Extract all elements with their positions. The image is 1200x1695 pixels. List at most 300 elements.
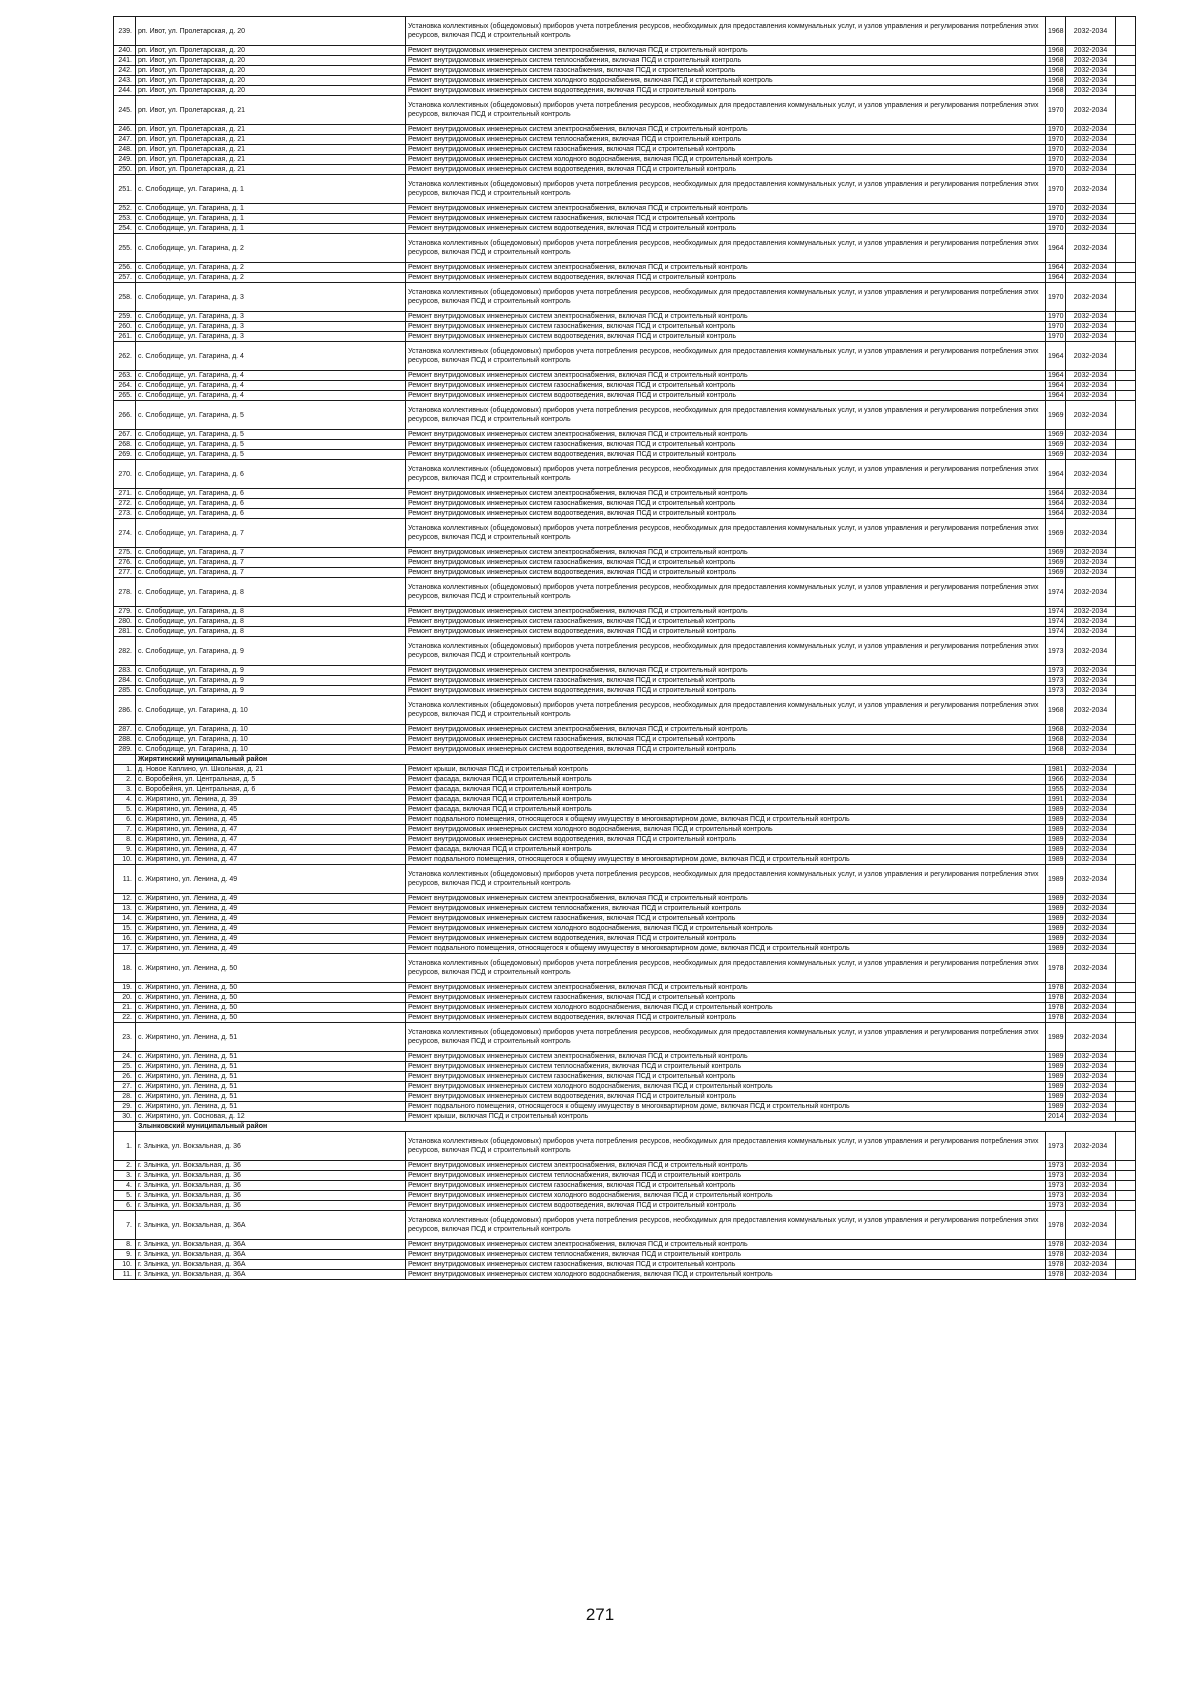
address-cell: с. Жирятино, ул. Ленина, д. 39 [136, 795, 406, 805]
table-row [114, 785, 1136, 795]
planned-period-cell: 2032-2034 [1066, 845, 1116, 855]
address-cell: с. Жирятино, ул. Ленина, д. 50 [136, 993, 406, 1003]
empty-cell [1116, 204, 1136, 214]
planned-period-cell: 2032-2034 [1066, 430, 1116, 440]
row-number-cell: 1. [114, 1132, 136, 1161]
work-type-cell: Ремонт внутридомовых инженерных систем водоотведения, включая ПСД и строительный контроль [406, 1092, 1046, 1102]
address-cell: с. Слободище, ул. Гагарина, д. 10 [136, 696, 406, 725]
empty-cell [1116, 954, 1136, 983]
build-year-cell: 1968 [1046, 725, 1066, 735]
table-row [114, 1171, 1136, 1181]
build-year-cell: 1968 [1046, 735, 1066, 745]
address-cell: с. Слободище, ул. Гагарина, д. 6 [136, 489, 406, 499]
planned-period-cell: 2032-2034 [1066, 637, 1116, 666]
table-row [114, 1191, 1136, 1201]
row-number-cell: 17. [114, 944, 136, 954]
address-cell: с. Слободище, ул. Гагарина, д. 3 [136, 312, 406, 322]
build-year-cell: 1973 [1046, 1181, 1066, 1191]
row-number-cell: 27. [114, 1082, 136, 1092]
build-year-cell: 1964 [1046, 371, 1066, 381]
build-year-cell: 1969 [1046, 558, 1066, 568]
row-number-cell: 4. [114, 795, 136, 805]
address-cell: с. Жирятино, ул. Ленина, д. 51 [136, 1062, 406, 1072]
empty-cell [1116, 1003, 1136, 1013]
row-number-cell: 287. [114, 725, 136, 735]
planned-period-cell: 2032-2034 [1066, 273, 1116, 283]
work-type-cell: Ремонт внутридомовых инженерных систем электроснабжения, включая ПСД и строительный контроль [406, 263, 1046, 273]
build-year-cell: 1969 [1046, 519, 1066, 548]
empty-cell [1116, 835, 1136, 845]
table-row [114, 145, 1136, 155]
planned-period-cell: 2032-2034 [1066, 993, 1116, 1003]
empty-cell [1116, 76, 1136, 86]
planned-period-cell: 2032-2034 [1066, 617, 1116, 627]
build-year-cell: 1989 [1046, 865, 1066, 894]
build-year-cell: 1964 [1046, 263, 1066, 273]
row-number-cell: 5. [114, 805, 136, 815]
address-cell: с. Слободище, ул. Гагарина, д. 9 [136, 666, 406, 676]
build-year-cell: 1969 [1046, 548, 1066, 558]
table-row [114, 401, 1136, 430]
row-number-cell: 23. [114, 1023, 136, 1052]
row-number-cell: 30. [114, 1112, 136, 1122]
table-row [114, 155, 1136, 165]
address-cell: с. Слободище, ул. Гагарина, д. 1 [136, 175, 406, 204]
address-cell: с. Слободище, ул. Гагарина, д. 5 [136, 401, 406, 430]
work-type-cell: Ремонт внутридомовых инженерных систем водоотведения, включая ПСД и строительный контроль [406, 509, 1046, 519]
section-number-cell [114, 755, 136, 765]
table-row [114, 1112, 1136, 1122]
empty-cell [1116, 845, 1136, 855]
build-year-cell: 1970 [1046, 322, 1066, 332]
address-cell: с. Слободище, ул. Гагарина, д. 5 [136, 440, 406, 450]
address-cell: с. Слободище, ул. Гагарина, д. 7 [136, 548, 406, 558]
row-number-cell: 8. [114, 835, 136, 845]
work-type-cell: Установка коллективных (общедомовых) приборов учета потребления ресурсов, необходимых для предоставления коммунальных услуг, и узлов управления и регулирования потребления этих ресурсов, включая ПСД и строительный контроль [406, 578, 1046, 607]
work-type-cell: Ремонт внутридомовых инженерных систем электроснабжения, включая ПСД и строительный контроль [406, 894, 1046, 904]
row-number-cell: 266. [114, 401, 136, 430]
row-number-cell: 6. [114, 1201, 136, 1211]
row-number-cell: 246. [114, 125, 136, 135]
section-title: Жирятинский муниципальный район [136, 755, 1136, 765]
row-number-cell: 12. [114, 894, 136, 904]
address-cell: с. Слободище, ул. Гагарина, д. 7 [136, 558, 406, 568]
table-row [114, 735, 1136, 745]
work-type-cell: Установка коллективных (общедомовых) приборов учета потребления ресурсов, необходимых для предоставления коммунальных услуг, и узлов управления и регулирования потребления этих ресурсов, включая ПСД и строительный контроль [406, 1211, 1046, 1240]
planned-period-cell: 2032-2034 [1066, 155, 1116, 165]
table-row [114, 775, 1136, 785]
row-number-cell: 8. [114, 1240, 136, 1250]
table-row [114, 46, 1136, 56]
table-row [114, 914, 1136, 924]
section-header-row [114, 1122, 1136, 1132]
row-number-cell: 239. [114, 17, 136, 46]
planned-period-cell: 2032-2034 [1066, 1052, 1116, 1062]
work-type-cell: Ремонт внутридомовых инженерных систем электроснабжения, включая ПСД и строительный контроль [406, 46, 1046, 56]
address-cell: с. Слободище, ул. Гагарина, д. 9 [136, 686, 406, 696]
empty-cell [1116, 263, 1136, 273]
planned-period-cell: 2032-2034 [1066, 825, 1116, 835]
build-year-cell: 1989 [1046, 1062, 1066, 1072]
work-type-cell: Ремонт подвального помещения, относящегося к общему имуществу в многоквартирном доме, включая ПСД и строительный контроль [406, 815, 1046, 825]
build-year-cell: 1989 [1046, 944, 1066, 954]
build-year-cell: 1978 [1046, 983, 1066, 993]
build-year-cell: 1968 [1046, 86, 1066, 96]
work-type-cell: Ремонт внутридомовых инженерных систем холодного водоснабжения, включая ПСД и строительный контроль [406, 1270, 1046, 1280]
build-year-cell: 1969 [1046, 450, 1066, 460]
work-type-cell: Ремонт внутридомовых инженерных систем электроснабжения, включая ПСД и строительный контроль [406, 1052, 1046, 1062]
build-year-cell: 1968 [1046, 17, 1066, 46]
table-row [114, 322, 1136, 332]
empty-cell [1116, 1082, 1136, 1092]
work-type-cell: Установка коллективных (общедомовых) приборов учета потребления ресурсов, необходимых для предоставления коммунальных услуг, и узлов управления и регулирования потребления этих ресурсов, включая ПСД и строительный контроль [406, 1132, 1046, 1161]
work-type-cell: Ремонт внутридомовых инженерных систем электроснабжения, включая ПСД и строительный контроль [406, 489, 1046, 499]
planned-period-cell: 2032-2034 [1066, 1191, 1116, 1201]
table-row [114, 696, 1136, 725]
work-type-cell: Ремонт внутридомовых инженерных систем газоснабжения, включая ПСД и строительный контроль [406, 914, 1046, 924]
build-year-cell: 1968 [1046, 745, 1066, 755]
works-table [113, 16, 1136, 1280]
row-number-cell: 263. [114, 371, 136, 381]
address-cell: с. Слободище, ул. Гагарина, д. 4 [136, 371, 406, 381]
address-cell: г. Злынка, ул. Вокзальная, д. 36А [136, 1260, 406, 1270]
address-cell: с. Слободище, ул. Гагарина, д. 8 [136, 627, 406, 637]
address-cell: рп. Ивот, ул. Пролетарская, д. 20 [136, 56, 406, 66]
row-number-cell: 7. [114, 825, 136, 835]
empty-cell [1116, 1052, 1136, 1062]
build-year-cell: 1970 [1046, 283, 1066, 312]
address-cell: с. Слободище, ул. Гагарина, д. 10 [136, 735, 406, 745]
work-type-cell: Ремонт внутридомовых инженерных систем электроснабжения, включая ПСД и строительный контроль [406, 607, 1046, 617]
planned-period-cell: 2032-2034 [1066, 805, 1116, 815]
table-row [114, 1260, 1136, 1270]
row-number-cell: 9. [114, 1250, 136, 1260]
build-year-cell: 1978 [1046, 1003, 1066, 1013]
build-year-cell: 1970 [1046, 155, 1066, 165]
planned-period-cell: 2032-2034 [1066, 785, 1116, 795]
address-cell: с. Жирятино, ул. Ленина, д. 45 [136, 805, 406, 815]
address-cell: с. Слободище, ул. Гагарина, д. 6 [136, 460, 406, 489]
build-year-cell: 1989 [1046, 914, 1066, 924]
planned-period-cell: 2032-2034 [1066, 795, 1116, 805]
empty-cell [1116, 617, 1136, 627]
work-type-cell: Ремонт внутридомовых инженерных систем водоотведения, включая ПСД и строительный контроль [406, 332, 1046, 342]
address-cell: с. Слободище, ул. Гагарина, д. 2 [136, 273, 406, 283]
planned-period-cell: 2032-2034 [1066, 578, 1116, 607]
row-number-cell: 244. [114, 86, 136, 96]
table-row [114, 332, 1136, 342]
empty-cell [1116, 1072, 1136, 1082]
address-cell: с. Слободище, ул. Гагарина, д. 7 [136, 568, 406, 578]
table-row [114, 76, 1136, 86]
empty-cell [1116, 155, 1136, 165]
row-number-cell: 3. [114, 785, 136, 795]
address-cell: с. Слободище, ул. Гагарина, д. 8 [136, 578, 406, 607]
table-row [114, 440, 1136, 450]
address-cell: с. Жирятино, ул. Ленина, д. 47 [136, 845, 406, 855]
table-row [114, 1052, 1136, 1062]
empty-cell [1116, 666, 1136, 676]
work-type-cell: Ремонт внутридомовых инженерных систем водоотведения, включая ПСД и строительный контроль [406, 934, 1046, 944]
build-year-cell: 1978 [1046, 1270, 1066, 1280]
work-type-cell: Ремонт внутридомовых инженерных систем газоснабжения, включая ПСД и строительный контроль [406, 381, 1046, 391]
work-type-cell: Ремонт внутридомовых инженерных систем теплоснабжения, включая ПСД и строительный контроль [406, 1171, 1046, 1181]
build-year-cell: 1978 [1046, 1240, 1066, 1250]
row-number-cell: 252. [114, 204, 136, 214]
build-year-cell: 1974 [1046, 627, 1066, 637]
build-year-cell: 1989 [1046, 1052, 1066, 1062]
empty-cell [1116, 578, 1136, 607]
planned-period-cell: 2032-2034 [1066, 1181, 1116, 1191]
table-row [114, 904, 1136, 914]
row-number-cell: 2. [114, 775, 136, 785]
empty-cell [1116, 499, 1136, 509]
row-number-cell: 22. [114, 1013, 136, 1023]
row-number-cell: 29. [114, 1102, 136, 1112]
row-number-cell: 11. [114, 1270, 136, 1280]
address-cell: с. Жирятино, ул. Ленина, д. 50 [136, 983, 406, 993]
table-row [114, 175, 1136, 204]
build-year-cell: 1989 [1046, 894, 1066, 904]
table-row [114, 312, 1136, 322]
empty-cell [1116, 391, 1136, 401]
address-cell: с. Воробейня, ул. Центральная, д. 5 [136, 775, 406, 785]
table-row [114, 499, 1136, 509]
build-year-cell: 1968 [1046, 46, 1066, 56]
work-type-cell: Ремонт внутридомовых инженерных систем газоснабжения, включая ПСД и строительный контроль [406, 214, 1046, 224]
build-year-cell: 1989 [1046, 855, 1066, 865]
work-type-cell: Ремонт внутридомовых инженерных систем электроснабжения, включая ПСД и строительный контроль [406, 666, 1046, 676]
work-type-cell: Ремонт внутридомовых инженерных систем газоснабжения, включая ПСД и строительный контроль [406, 145, 1046, 155]
build-year-cell: 1973 [1046, 1171, 1066, 1181]
planned-period-cell: 2032-2034 [1066, 489, 1116, 499]
empty-cell [1116, 1250, 1136, 1260]
empty-cell [1116, 558, 1136, 568]
build-year-cell: 1991 [1046, 795, 1066, 805]
empty-cell [1116, 1132, 1136, 1161]
planned-period-cell: 2032-2034 [1066, 1062, 1116, 1072]
work-type-cell: Установка коллективных (общедомовых) приборов учета потребления ресурсов, необходимых для предоставления коммунальных услуг, и узлов управления и регулирования потребления этих ресурсов, включая ПСД и строительный контроль [406, 175, 1046, 204]
planned-period-cell: 2032-2034 [1066, 322, 1116, 332]
planned-period-cell: 2032-2034 [1066, 745, 1116, 755]
planned-period-cell: 2032-2034 [1066, 934, 1116, 944]
empty-cell [1116, 96, 1136, 125]
work-type-cell: Ремонт внутридомовых инженерных систем холодного водоснабжения, включая ПСД и строительный контроль [406, 1082, 1046, 1092]
table-row [114, 1270, 1136, 1280]
empty-cell [1116, 450, 1136, 460]
row-number-cell: 14. [114, 914, 136, 924]
address-cell: с. Слободище, ул. Гагарина, д. 3 [136, 283, 406, 312]
address-cell: с. Слободище, ул. Гагарина, д. 1 [136, 224, 406, 234]
row-number-cell: 9. [114, 845, 136, 855]
work-type-cell: Ремонт фасада, включая ПСД и строительный контроль [406, 795, 1046, 805]
row-number-cell: 24. [114, 1052, 136, 1062]
table-row [114, 342, 1136, 371]
planned-period-cell: 2032-2034 [1066, 1092, 1116, 1102]
empty-cell [1116, 17, 1136, 46]
address-cell: с. Жирятино, ул. Ленина, д. 51 [136, 1092, 406, 1102]
work-type-cell: Ремонт внутридомовых инженерных систем газоснабжения, включая ПСД и строительный контроль [406, 66, 1046, 76]
empty-cell [1116, 914, 1136, 924]
planned-period-cell: 2032-2034 [1066, 460, 1116, 489]
address-cell: рп. Ивот, ул. Пролетарская, д. 20 [136, 46, 406, 56]
build-year-cell: 1989 [1046, 815, 1066, 825]
planned-period-cell: 2032-2034 [1066, 381, 1116, 391]
planned-period-cell: 2032-2034 [1066, 725, 1116, 735]
empty-cell [1116, 224, 1136, 234]
empty-cell [1116, 825, 1136, 835]
work-type-cell: Ремонт внутридомовых инженерных систем газоснабжения, включая ПСД и строительный контроль [406, 558, 1046, 568]
build-year-cell: 1973 [1046, 1132, 1066, 1161]
table-row [114, 637, 1136, 666]
planned-period-cell: 2032-2034 [1066, 1132, 1116, 1161]
address-cell: с. Жирятино, ул. Ленина, д. 49 [136, 894, 406, 904]
build-year-cell: 1973 [1046, 1161, 1066, 1171]
work-type-cell: Ремонт внутридомовых инженерных систем электроснабжения, включая ПСД и строительный контроль [406, 1161, 1046, 1171]
empty-cell [1116, 1112, 1136, 1122]
address-cell: с. Слободище, ул. Гагарина, д. 7 [136, 519, 406, 548]
planned-period-cell: 2032-2034 [1066, 1260, 1116, 1270]
table-row [114, 234, 1136, 263]
work-type-cell: Ремонт внутридомовых инженерных систем газоснабжения, включая ПСД и строительный контроль [406, 735, 1046, 745]
empty-cell [1116, 381, 1136, 391]
address-cell: с. Слободище, ул. Гагарина, д. 8 [136, 607, 406, 617]
build-year-cell: 1970 [1046, 96, 1066, 125]
table-row [114, 165, 1136, 175]
planned-period-cell: 2032-2034 [1066, 914, 1116, 924]
planned-period-cell: 2032-2034 [1066, 696, 1116, 725]
table-row [114, 686, 1136, 696]
planned-period-cell: 2032-2034 [1066, 983, 1116, 993]
empty-cell [1116, 1092, 1136, 1102]
table-row [114, 934, 1136, 944]
table-row [114, 1092, 1136, 1102]
build-year-cell: 1968 [1046, 56, 1066, 66]
row-number-cell: 257. [114, 273, 136, 283]
work-type-cell: Ремонт внутридомовых инженерных систем газоснабжения, включая ПСД и строительный контроль [406, 1260, 1046, 1270]
build-year-cell: 1989 [1046, 1092, 1066, 1102]
row-number-cell: 13. [114, 904, 136, 914]
row-number-cell: 285. [114, 686, 136, 696]
work-type-cell: Ремонт внутридомовых инженерных систем электроснабжения, включая ПСД и строительный контроль [406, 983, 1046, 993]
table-row [114, 391, 1136, 401]
build-year-cell: 1989 [1046, 805, 1066, 815]
table-row [114, 135, 1136, 145]
empty-cell [1116, 1240, 1136, 1250]
planned-period-cell: 2032-2034 [1066, 224, 1116, 234]
planned-period-cell: 2032-2034 [1066, 676, 1116, 686]
planned-period-cell: 2032-2034 [1066, 775, 1116, 785]
address-cell: г. Злынка, ул. Вокзальная, д. 36 [136, 1201, 406, 1211]
table-row [114, 855, 1136, 865]
address-cell: с. Слободище, ул. Гагарина, д. 4 [136, 381, 406, 391]
address-cell: рп. Ивот, ул. Пролетарская, д. 21 [136, 125, 406, 135]
work-type-cell: Установка коллективных (общедомовых) приборов учета потребления ресурсов, необходимых для предоставления коммунальных услуг, и узлов управления и регулирования потребления этих ресурсов, включая ПСД и строительный контроль [406, 865, 1046, 894]
empty-cell [1116, 765, 1136, 775]
build-year-cell: 1978 [1046, 954, 1066, 983]
row-number-cell: 278. [114, 578, 136, 607]
planned-period-cell: 2032-2034 [1066, 125, 1116, 135]
address-cell: с. Жирятино, ул. Ленина, д. 51 [136, 1052, 406, 1062]
work-type-cell: Установка коллективных (общедомовых) приборов учета потребления ресурсов, необходимых для предоставления коммунальных услуг, и узлов управления и регулирования потребления этих ресурсов, включая ПСД и строительный контроль [406, 637, 1046, 666]
build-year-cell: 1970 [1046, 125, 1066, 135]
empty-cell [1116, 401, 1136, 430]
planned-period-cell: 2032-2034 [1066, 1201, 1116, 1211]
empty-cell [1116, 371, 1136, 381]
table-row [114, 1003, 1136, 1013]
build-year-cell: 1964 [1046, 342, 1066, 371]
planned-period-cell: 2032-2034 [1066, 765, 1116, 775]
table-row [114, 835, 1136, 845]
address-cell: с. Слободище, ул. Гагарина, д. 5 [136, 430, 406, 440]
address-cell: с. Слободище, ул. Гагарина, д. 2 [136, 234, 406, 263]
table-row [114, 1072, 1136, 1082]
planned-period-cell: 2032-2034 [1066, 17, 1116, 46]
build-year-cell: 1964 [1046, 509, 1066, 519]
empty-cell [1116, 607, 1136, 617]
address-cell: с. Жирятино, ул. Ленина, д. 51 [136, 1072, 406, 1082]
table-row [114, 214, 1136, 224]
build-year-cell: 1989 [1046, 1082, 1066, 1092]
build-year-cell: 1989 [1046, 1072, 1066, 1082]
section-number-cell [114, 1122, 136, 1132]
planned-period-cell: 2032-2034 [1066, 1023, 1116, 1052]
row-number-cell: 262. [114, 342, 136, 371]
planned-period-cell: 2032-2034 [1066, 165, 1116, 175]
table-row [114, 725, 1136, 735]
empty-cell [1116, 342, 1136, 371]
table-row [114, 924, 1136, 934]
planned-period-cell: 2032-2034 [1066, 894, 1116, 904]
work-type-cell: Ремонт внутридомовых инженерных систем водоотведения, включая ПСД и строительный контроль [406, 568, 1046, 578]
work-type-cell: Ремонт внутридомовых инженерных систем теплоснабжения, включая ПСД и строительный контроль [406, 1250, 1046, 1260]
address-cell: с. Жирятино, ул. Ленина, д. 51 [136, 1023, 406, 1052]
row-number-cell: 253. [114, 214, 136, 224]
empty-cell [1116, 234, 1136, 263]
build-year-cell: 1978 [1046, 993, 1066, 1003]
table-row [114, 676, 1136, 686]
work-type-cell: Ремонт внутридомовых инженерных систем водоотведения, включая ПСД и строительный контроль [406, 627, 1046, 637]
planned-period-cell: 2032-2034 [1066, 1171, 1116, 1181]
row-number-cell: 7. [114, 1211, 136, 1240]
work-type-cell: Ремонт внутридомовых инженерных систем водоотведения, включая ПСД и строительный контроль [406, 686, 1046, 696]
build-year-cell: 1973 [1046, 1201, 1066, 1211]
build-year-cell: 1970 [1046, 175, 1066, 204]
planned-period-cell: 2032-2034 [1066, 332, 1116, 342]
row-number-cell: 280. [114, 617, 136, 627]
planned-period-cell: 2032-2034 [1066, 558, 1116, 568]
table-row [114, 17, 1136, 46]
row-number-cell: 25. [114, 1062, 136, 1072]
address-cell: с. Жирятино, ул. Ленина, д. 51 [136, 1082, 406, 1092]
empty-cell [1116, 312, 1136, 322]
table-row [114, 263, 1136, 273]
build-year-cell: 1964 [1046, 234, 1066, 263]
address-cell: с. Слободище, ул. Гагарина, д. 10 [136, 725, 406, 735]
build-year-cell: 1964 [1046, 489, 1066, 499]
address-cell: с. Слободище, ул. Гагарина, д. 4 [136, 391, 406, 401]
planned-period-cell: 2032-2034 [1066, 686, 1116, 696]
work-type-cell: Установка коллективных (общедомовых) приборов учета потребления ресурсов, необходимых для предоставления коммунальных услуг, и узлов управления и регулирования потребления этих ресурсов, включая ПСД и строительный контроль [406, 954, 1046, 983]
row-number-cell: 247. [114, 135, 136, 145]
address-cell: г. Злынка, ул. Вокзальная, д. 36 [136, 1181, 406, 1191]
row-number-cell: 241. [114, 56, 136, 66]
empty-cell [1116, 686, 1136, 696]
planned-period-cell: 2032-2034 [1066, 944, 1116, 954]
section-header-row [114, 755, 1136, 765]
build-year-cell: 1981 [1046, 765, 1066, 775]
work-type-cell: Ремонт внутридомовых инженерных систем газоснабжения, включая ПСД и строительный контроль [406, 617, 1046, 627]
